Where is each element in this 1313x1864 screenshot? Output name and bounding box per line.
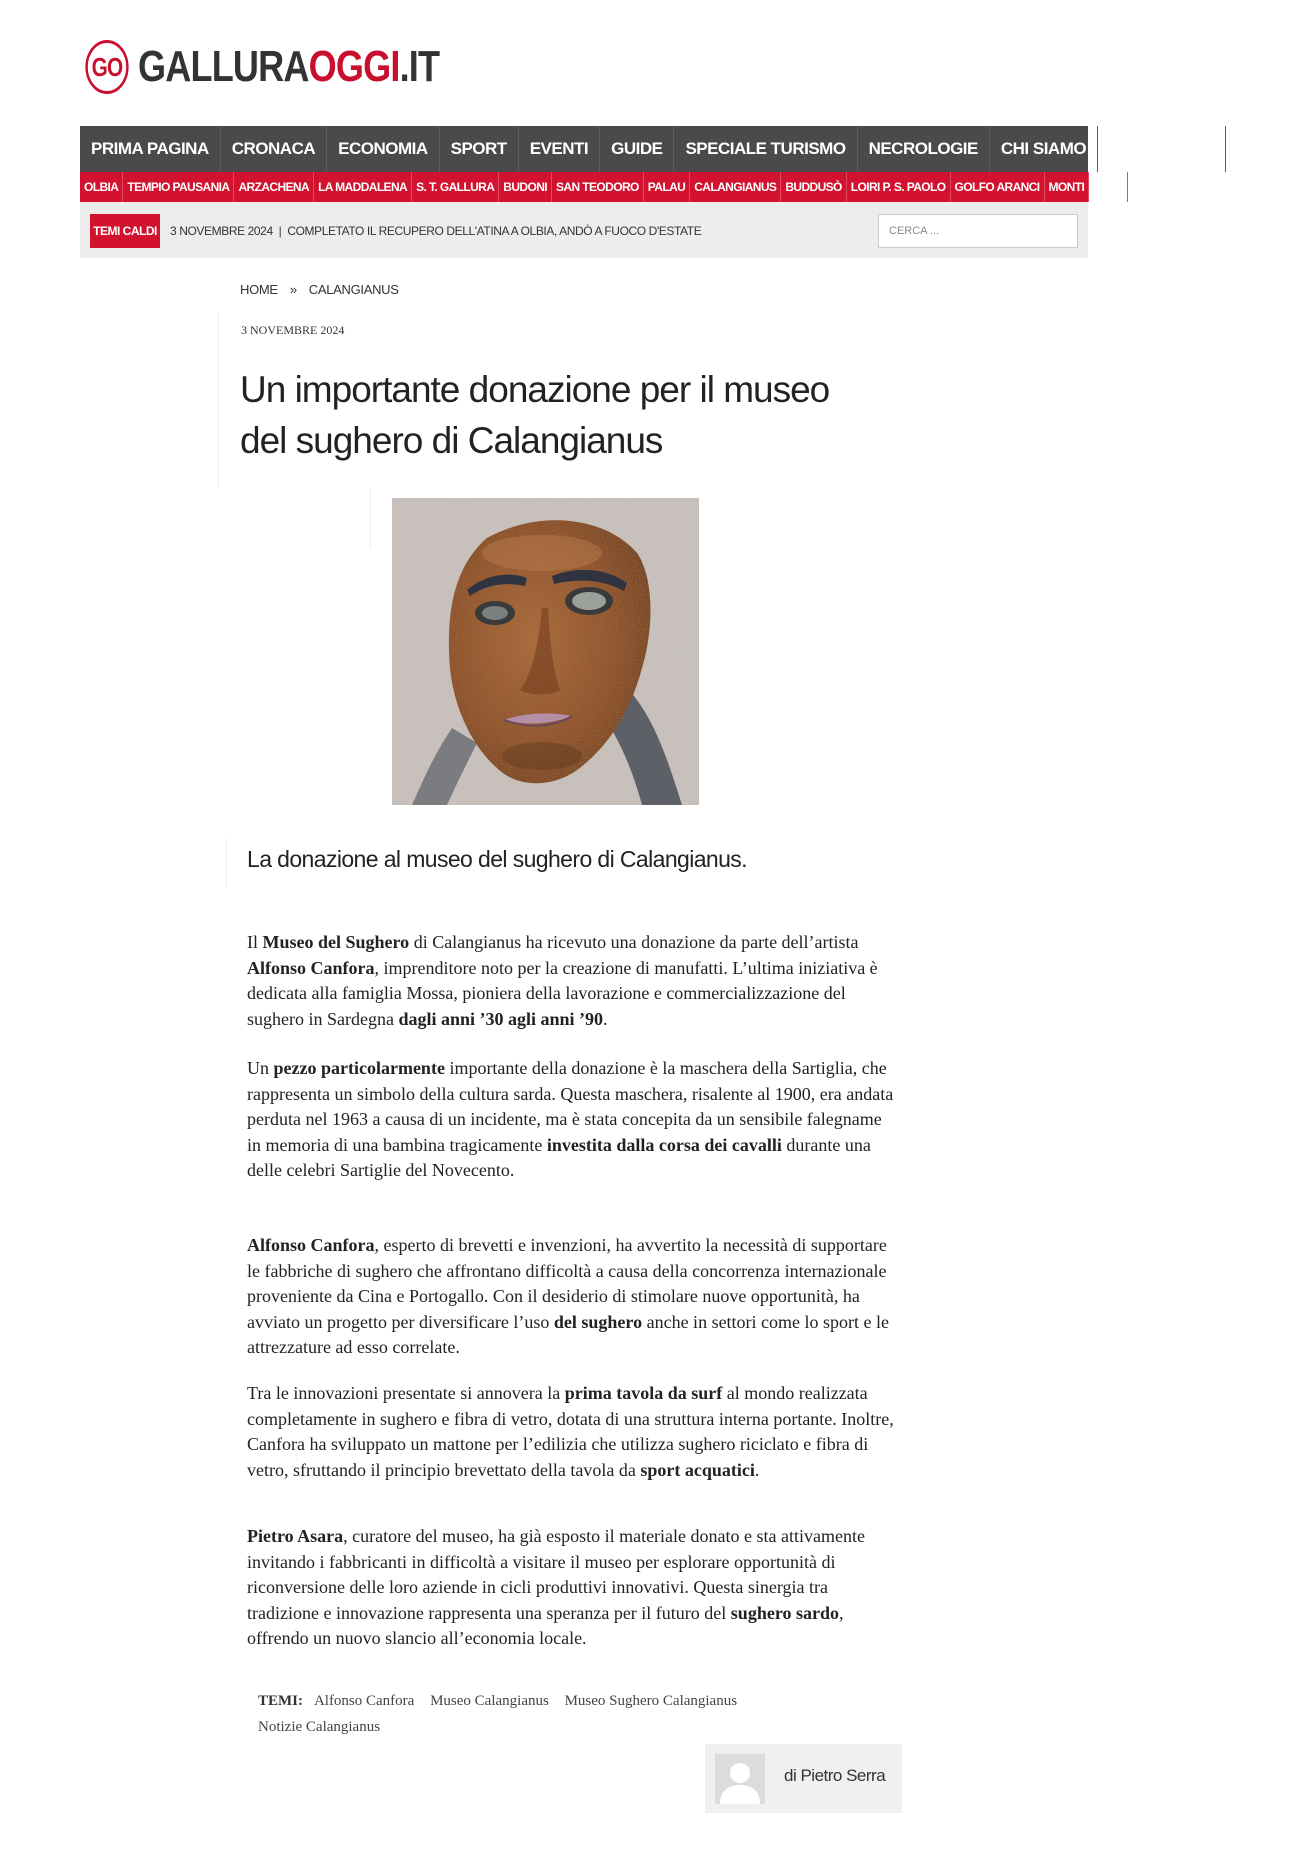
tag-link[interactable]: Alfonso Canfora (313, 1693, 415, 1709)
breadcrumb (240, 282, 399, 297)
nav-item-login[interactable] (1226, 126, 1313, 172)
nav-item-economia[interactable]: ECONOMIA (327, 126, 440, 172)
city-s-antonio[interactable]: S. ANTONIO DI G. (1131, 180, 1223, 194)
city-loiri[interactable]: LOIRI P. S. PAOLO (847, 172, 951, 202)
article-paragraph: Il Museo del Sughero di Calangianus ha ricevuto una donazione da parte dell’artista Alfonso Canfora, imprenditore noto per la creazione di manufatti. L’ultima iniziativa è dedicata alla famiglia Mossa, pioniera della lavorazione e commercializzazione del sughero in Sardegna dagli anni ’30 agli anni ’90. (247, 932, 878, 1029)
author-box[interactable] (705, 1744, 902, 1813)
article-title: Un importante donazione per il museo del sughero di Calangianus (240, 369, 830, 461)
city-calangianus[interactable]: CALANGIANUS (690, 172, 781, 202)
author-name: di Pietro Serra (784, 1766, 886, 1785)
mask-illustration (392, 498, 699, 805)
city-monti[interactable]: MONTI (1045, 172, 1090, 202)
user-silhouette-icon (715, 1754, 765, 1804)
city-palau[interactable]: PALAU (644, 172, 690, 202)
image-caption: La donazione al museo del sughero di Calangianus. (247, 846, 747, 872)
article-image-cork-mask[interactable] (392, 498, 699, 805)
nav-item-cronaca[interactable]: CRONACA (221, 126, 327, 172)
site-logo[interactable] (80, 38, 505, 96)
city-budduso[interactable]: BUDDUSÒ (781, 172, 846, 202)
avatar (715, 1754, 765, 1804)
logo-badge: GO (85, 40, 128, 94)
breadcrumb-home[interactable]: HOME (240, 282, 278, 297)
city-st-gallura[interactable]: S. T. GALLURA (412, 172, 499, 202)
tag-link[interactable]: Museo Calangianus (430, 1693, 549, 1709)
article-paragraph: Pietro Asara, curatore del museo, ha già esposto il materiale donato e sta attivamente invitando i fabbricanti in difficoltà a visitare il museo per esplorare opportunità di riconversione delle loro aziende in cicli produttivi innovativi. Questa sinergia tra tradizione e innovazione rappresenta una speranza per il futuro del sughero sardo, offrendo un nuovo slancio all’economia locale. (247, 1526, 865, 1648)
nav-item-abbonati[interactable] (1098, 126, 1225, 172)
divider (218, 312, 219, 488)
login-label: LOGIN (1250, 139, 1302, 158)
city-telti[interactable]: TELTI (1089, 172, 1127, 202)
article-date: 3 NOVEMBRE 2024 (241, 323, 345, 337)
tag-link[interactable]: Museo Sughero Calangianus (564, 1693, 738, 1709)
breadcrumb-separator: » (289, 282, 297, 297)
nav-item-speciale-turismo[interactable]: SPECIALE TURISMO (674, 126, 857, 172)
search-input[interactable] (878, 214, 1078, 248)
main-nav (80, 126, 1302, 172)
city-tempio-pausania[interactable]: TEMPIO PAUSANIA (123, 172, 234, 202)
divider (370, 488, 371, 548)
abbonati-label: ABBONATI (1129, 139, 1214, 158)
city-san-teodoro[interactable]: SAN TEODORO (552, 172, 644, 202)
nav-item-chi-siamo[interactable]: CHI SIAMO (990, 126, 1098, 172)
article-paragraph: Tra le innovazioni presentate si annovera la prima tavola da surf al mondo realizzata completamente in sughero e fibra di vetro, dotata di una struttura interna portante. Inoltre, Canfora ha sviluppato un mattone per l’edilizia che utilizza sughero riciclato e fibra di vetro, sfruttando il principio brevettato della tavola da sport acquatici. (247, 1383, 894, 1480)
article-tags (258, 1688, 818, 1740)
city-la-maddalena[interactable]: LA MADDALENA (314, 172, 412, 202)
article-paragraph: Un pezzo particolarmente importante della donazione è la maschera della Sartiglia, che rappresenta un simbolo della cultura sarda. Questa maschera, risalente al 1900, era andata perduta nel 1963 a causa di un incidente, ma è stata concepita da un sensibile falegname in memoria di una bambina tragicamente investita dalla corsa dei cavalli durante una delle celebri Sartiglie del Novecento. (247, 1058, 894, 1180)
divider (226, 838, 227, 888)
tag-link[interactable]: Notizie Calangianus (258, 1719, 381, 1735)
nav-item-eventi[interactable]: EVENTI (519, 126, 600, 172)
city-golfo-aranci[interactable]: GOLFO ARANCI (951, 172, 1045, 202)
hot-topics-bar (80, 202, 1088, 258)
city-budoni[interactable]: BUDONI (499, 172, 552, 202)
city-nav (80, 172, 1223, 202)
hot-topics-label: TEMI CALDI (90, 214, 160, 248)
article-paragraph: Alfonso Canfora, esperto di brevetti e invenzioni, ha avvertito la necessità di supportare le fabbriche di sughero che affrontano difficoltà a causa della concorrenza internazionale proveniente da Cina e Portogallo. Con il desiderio di stimolare nuove opportunità, ha avviato un progetto per diversificare l’uso del sughero anche in settori come lo sport e le attrezzature ad esso correlate. (247, 1235, 890, 1357)
nav-item-sport[interactable]: SPORT (440, 126, 519, 172)
logo-wordmark: GALLURAOGGI.IT (138, 42, 440, 91)
hot-topic-headline: COMPLETATO IL RECUPERO DELL'ATINA A OLBIA, ANDÒ A FUOCO D'ESTATE (287, 224, 702, 238)
city-olbia[interactable]: OLBIA (80, 172, 123, 202)
lock-icon (1237, 142, 1248, 155)
tags-label: TEMI: (258, 1693, 303, 1709)
user-plus-icon (1109, 142, 1126, 155)
hot-topic-link[interactable]: 3 NOVEMBRE 2024 | COMPLETATO IL RECUPERO DELL'ATINA A OLBIA, ANDÒ A FUOCO D'ESTATE (170, 224, 702, 238)
nav-item-prima-pagina[interactable]: PRIMA PAGINA (80, 126, 221, 172)
hot-topic-date: 3 NOVEMBRE 2024 (170, 224, 273, 238)
nav-item-necrologie[interactable]: NECROLOGIE (858, 126, 990, 172)
nav-item-guide[interactable]: GUIDE (600, 126, 674, 172)
city-arzachena[interactable]: ARZACHENA (234, 172, 314, 202)
breadcrumb-current[interactable]: CALANGIANUS (308, 282, 399, 297)
